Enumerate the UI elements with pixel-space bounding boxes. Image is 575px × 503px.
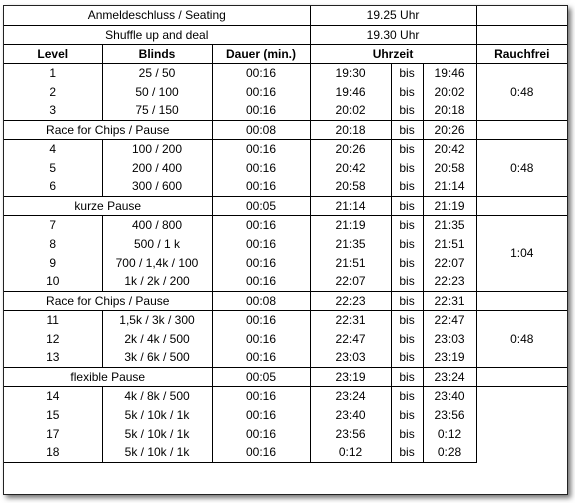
blinds-cell: 5k / 10k / 1k xyxy=(102,405,212,424)
blinds-cell: 4k / 8k / 500 xyxy=(102,386,212,405)
bis-cell: bis xyxy=(391,329,423,348)
pause-label: Race for Chips / Pause xyxy=(4,291,212,310)
shuffle-row xyxy=(4,25,567,44)
time-from-cell: 21:51 xyxy=(310,253,391,272)
time-to-cell: 23:40 xyxy=(423,386,476,405)
time-from-cell: 20:26 xyxy=(310,139,391,158)
level-cell: 10 xyxy=(4,272,102,291)
level-cell: 1 xyxy=(4,63,102,82)
blinds-cell: 3k / 6k / 500 xyxy=(102,348,212,367)
level-cell: 4 xyxy=(4,139,102,158)
dauer-cell: 00:16 xyxy=(212,139,310,158)
time-to-cell: 23:56 xyxy=(423,405,476,424)
schedule-frame xyxy=(3,5,568,495)
time-from-cell: 21:19 xyxy=(310,215,391,234)
pause-row xyxy=(4,120,567,139)
dauer-cell: 00:16 xyxy=(212,215,310,234)
bis-cell: bis xyxy=(391,234,423,253)
bis-cell: bis xyxy=(391,348,423,367)
level-row xyxy=(4,139,567,158)
pause-dauer-cell: 00:05 xyxy=(212,367,310,386)
shuffle-time: 19.30 Uhr xyxy=(310,25,476,44)
time-from-cell: 22:31 xyxy=(310,310,391,329)
pause-from-cell: 21:14 xyxy=(310,196,391,215)
pause-bis-cell: bis xyxy=(391,196,423,215)
time-to-cell: 21:51 xyxy=(423,234,476,253)
level-cell: 13 xyxy=(4,348,102,367)
level-cell: 8 xyxy=(4,234,102,253)
pause-to-cell: 22:31 xyxy=(423,291,476,310)
dauer-cell: 00:16 xyxy=(212,348,310,367)
pause-to-cell: 21:19 xyxy=(423,196,476,215)
level-cell: 5 xyxy=(4,158,102,177)
level-cell: 15 xyxy=(4,405,102,424)
bis-cell: bis xyxy=(391,82,423,101)
time-to-cell: 23:03 xyxy=(423,329,476,348)
time-to-cell: 23:19 xyxy=(423,348,476,367)
level-cell: 14 xyxy=(4,386,102,405)
blinds-cell: 500 / 1 k xyxy=(102,234,212,253)
bis-cell: bis xyxy=(391,386,423,405)
blinds-cell: 700 / 1,4k / 100 xyxy=(102,253,212,272)
pause-rauchfrei-blank xyxy=(476,120,567,139)
rauchfrei-cell xyxy=(476,386,567,462)
dauer-cell: 00:16 xyxy=(212,386,310,405)
time-to-cell: 20:18 xyxy=(423,101,476,120)
time-to-cell: 0:12 xyxy=(423,424,476,443)
rauchfrei-cell: 1:04 xyxy=(476,215,567,291)
time-to-cell: 20:02 xyxy=(423,82,476,101)
header-dauer: Dauer (min.) xyxy=(212,44,310,63)
rauchfrei-cell: 0:48 xyxy=(476,310,567,367)
dauer-cell: 00:16 xyxy=(212,310,310,329)
time-to-cell: 21:14 xyxy=(423,177,476,196)
dauer-cell: 00:16 xyxy=(212,63,310,82)
time-to-cell: 20:42 xyxy=(423,139,476,158)
blinds-cell: 50 / 100 xyxy=(102,82,212,101)
dauer-cell: 00:16 xyxy=(212,272,310,291)
time-from-cell: 19:46 xyxy=(310,82,391,101)
registration-blank xyxy=(476,6,567,25)
pause-from-cell: 23:19 xyxy=(310,367,391,386)
pause-label: Race for Chips / Pause xyxy=(4,120,212,139)
pause-label: flexible Pause xyxy=(4,367,212,386)
dauer-cell: 00:16 xyxy=(212,253,310,272)
dauer-cell: 00:16 xyxy=(212,158,310,177)
time-from-cell: 22:07 xyxy=(310,272,391,291)
header-uhrzeit: Uhrzeit xyxy=(310,44,476,63)
pause-row xyxy=(4,196,567,215)
bis-cell: bis xyxy=(391,310,423,329)
time-from-cell: 23:03 xyxy=(310,348,391,367)
time-from-cell: 21:35 xyxy=(310,234,391,253)
level-row xyxy=(4,310,567,329)
time-to-cell: 21:35 xyxy=(423,215,476,234)
time-from-cell: 20:58 xyxy=(310,177,391,196)
dauer-cell: 00:16 xyxy=(212,424,310,443)
blinds-cell: 200 / 400 xyxy=(102,158,212,177)
bis-cell: bis xyxy=(391,424,423,443)
bis-cell: bis xyxy=(391,272,423,291)
time-from-cell: 23:56 xyxy=(310,424,391,443)
registration-time: 19.25 Uhr xyxy=(310,6,476,25)
level-row xyxy=(4,63,567,82)
pause-row xyxy=(4,291,567,310)
level-cell: 17 xyxy=(4,424,102,443)
pause-bis-cell: bis xyxy=(391,291,423,310)
bis-cell: bis xyxy=(391,215,423,234)
time-to-cell: 22:23 xyxy=(423,272,476,291)
schedule-body xyxy=(4,6,567,462)
bis-cell: bis xyxy=(391,405,423,424)
level-row xyxy=(4,386,567,405)
level-cell: 2 xyxy=(4,82,102,101)
shuffle-label: Shuffle up and deal xyxy=(4,25,310,44)
level-cell: 12 xyxy=(4,329,102,348)
pause-dauer-cell: 00:05 xyxy=(212,196,310,215)
blinds-cell: 5k / 10k / 1k xyxy=(102,443,212,462)
pause-to-cell: 20:26 xyxy=(423,120,476,139)
pause-rauchfrei-blank xyxy=(476,291,567,310)
blinds-cell: 100 / 200 xyxy=(102,139,212,158)
pause-to-cell: 23:24 xyxy=(423,367,476,386)
bis-cell: bis xyxy=(391,177,423,196)
bis-cell: bis xyxy=(391,101,423,120)
pause-dauer-cell: 00:08 xyxy=(212,120,310,139)
bis-cell: bis xyxy=(391,63,423,82)
dauer-cell: 00:16 xyxy=(212,82,310,101)
dauer-cell: 00:16 xyxy=(212,443,310,462)
time-from-cell: 23:40 xyxy=(310,405,391,424)
time-to-cell: 19:46 xyxy=(423,63,476,82)
rauchfrei-cell: 0:48 xyxy=(476,63,567,120)
level-cell: 7 xyxy=(4,215,102,234)
time-from-cell: 19:30 xyxy=(310,63,391,82)
time-to-cell: 22:07 xyxy=(423,253,476,272)
dauer-cell: 00:16 xyxy=(212,234,310,253)
header-row xyxy=(4,44,567,63)
dauer-cell: 00:16 xyxy=(212,177,310,196)
header-rauchfrei: Rauchfrei xyxy=(476,44,567,63)
time-from-cell: 20:42 xyxy=(310,158,391,177)
bis-cell: bis xyxy=(391,443,423,462)
registration-label: Anmeldeschluss / Seating xyxy=(4,6,310,25)
shuffle-blank xyxy=(476,25,567,44)
level-cell: 6 xyxy=(4,177,102,196)
blind-schedule-table xyxy=(4,6,567,463)
level-cell: 9 xyxy=(4,253,102,272)
dauer-cell: 00:16 xyxy=(212,405,310,424)
blinds-cell: 1k / 2k / 200 xyxy=(102,272,212,291)
level-cell: 11 xyxy=(4,310,102,329)
registration-row xyxy=(4,6,567,25)
rauchfrei-cell: 0:48 xyxy=(476,139,567,196)
blinds-cell: 5k / 10k / 1k xyxy=(102,424,212,443)
pause-rauchfrei-blank xyxy=(476,367,567,386)
time-from-cell: 22:47 xyxy=(310,329,391,348)
pause-dauer-cell: 00:08 xyxy=(212,291,310,310)
level-row xyxy=(4,215,567,234)
header-blinds: Blinds xyxy=(102,44,212,63)
time-to-cell: 20:58 xyxy=(423,158,476,177)
dauer-cell: 00:16 xyxy=(212,101,310,120)
time-from-cell: 20:02 xyxy=(310,101,391,120)
header-level: Level xyxy=(4,44,102,63)
pause-from-cell: 22:23 xyxy=(310,291,391,310)
pause-bis-cell: bis xyxy=(391,367,423,386)
pause-label: kurze Pause xyxy=(4,196,212,215)
blinds-cell: 25 / 50 xyxy=(102,63,212,82)
time-to-cell: 0:28 xyxy=(423,443,476,462)
blinds-cell: 2k / 4k / 500 xyxy=(102,329,212,348)
pause-rauchfrei-blank xyxy=(476,196,567,215)
bis-cell: bis xyxy=(391,139,423,158)
blinds-cell: 1,5k / 3k / 300 xyxy=(102,310,212,329)
time-from-cell: 23:24 xyxy=(310,386,391,405)
time-to-cell: 22:47 xyxy=(423,310,476,329)
pause-from-cell: 20:18 xyxy=(310,120,391,139)
blinds-cell: 400 / 800 xyxy=(102,215,212,234)
level-cell: 3 xyxy=(4,101,102,120)
time-from-cell: 0:12 xyxy=(310,443,391,462)
bis-cell: bis xyxy=(391,253,423,272)
blinds-cell: 75 / 150 xyxy=(102,101,212,120)
level-cell: 18 xyxy=(4,443,102,462)
dauer-cell: 00:16 xyxy=(212,329,310,348)
pause-row xyxy=(4,367,567,386)
pause-bis-cell: bis xyxy=(391,120,423,139)
blinds-cell: 300 / 600 xyxy=(102,177,212,196)
bis-cell: bis xyxy=(391,158,423,177)
